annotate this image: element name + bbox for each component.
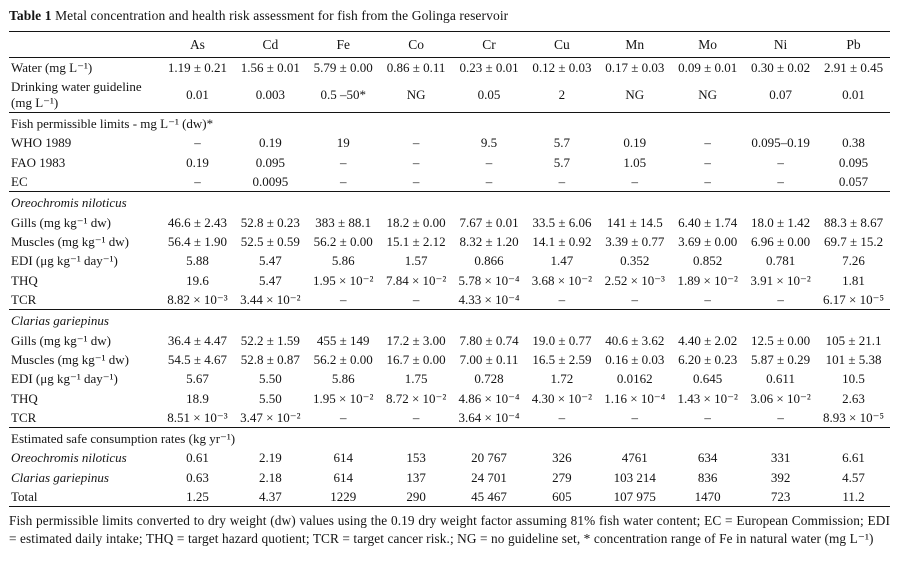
data-cell: 10.5 (842, 371, 865, 387)
data-cell: – (558, 409, 566, 425)
section-header-row (9, 192, 890, 213)
data-cell: 105 ± 21.1 (825, 332, 882, 348)
data-cell: – (412, 291, 420, 307)
table-row (9, 487, 890, 507)
data-cell: 8.72 × 10⁻² (385, 390, 447, 406)
table-number: Table 1 (9, 8, 52, 23)
data-cell: – (412, 409, 420, 425)
data-cell: 24 701 (471, 469, 507, 485)
table-caption-text: Metal concentration and health risk assessment for fish from the Golinga reservoir (55, 8, 509, 23)
data-cell: – (412, 135, 420, 151)
row-label: EDI (μg kg⁻¹ day⁻¹) (11, 253, 118, 269)
data-cell: 1.16 × 10⁻⁴ (604, 390, 666, 406)
data-cell: 0.352 (620, 253, 650, 269)
data-cell: 392 (770, 469, 791, 485)
data-cell: 4.40 ± 2.02 (678, 332, 738, 348)
row-label: WHO 1989 (11, 135, 72, 151)
data-cell: – (558, 291, 566, 307)
data-cell: 0.61 (186, 450, 209, 466)
row-label: FAO 1983 (11, 154, 66, 170)
data-cell: – (485, 154, 493, 170)
data-cell: 4.86 × 10⁻⁴ (458, 390, 520, 406)
data-cell: 1.56 ± 0.01 (240, 59, 300, 75)
data-cell: 7.00 ± 0.11 (459, 351, 519, 367)
data-cell: 634 (697, 450, 718, 466)
data-cell: 1229 (330, 489, 357, 505)
data-cell: 5.47 (258, 272, 282, 288)
data-cell: – (777, 291, 784, 307)
col-header-cu: Cu (525, 32, 598, 58)
data-cell: 8.51 × 10⁻³ (167, 409, 228, 425)
data-cell: 2.63 (842, 390, 865, 406)
table-row (9, 153, 890, 172)
data-cell: 383 ± 88.1 (315, 214, 372, 230)
data-cell: 52.8 ± 0.23 (240, 214, 300, 230)
row-label: THQ (11, 390, 38, 406)
data-cell: 614 (333, 469, 353, 485)
data-cell: 153 (406, 450, 426, 466)
data-cell: 141 ± 14.5 (606, 214, 663, 230)
data-cell: – (194, 173, 201, 189)
table-row (9, 331, 890, 350)
data-cell: 5.86 (331, 253, 355, 269)
data-cell: 9.5 (480, 135, 498, 151)
data-cell: 5.86 (331, 371, 355, 387)
data-cell: 0.5 –50* (320, 86, 366, 102)
data-cell: 20 767 (471, 450, 507, 466)
data-cell: – (704, 135, 711, 151)
table-row (9, 350, 890, 369)
header-row (9, 32, 890, 58)
col-header-co: Co (380, 32, 453, 58)
data-cell: 36.4 ± 4.47 (167, 332, 228, 348)
table-row (9, 290, 890, 310)
row-label-header (9, 32, 161, 58)
data-cell: 0.003 (255, 86, 285, 102)
table-row (9, 369, 890, 388)
table-row (9, 77, 890, 112)
col-header-mn: Mn (598, 32, 671, 58)
data-cell: 6.20 ± 0.23 (678, 351, 738, 367)
row-label: Oreochromis niloticus (11, 450, 127, 466)
data-cell: 5.50 (258, 390, 282, 406)
data-cell: 5.87 ± 0.29 (751, 351, 811, 367)
col-header-as: As (161, 32, 234, 58)
data-cell: 3.44 × 10⁻² (240, 291, 301, 307)
data-cell: 455 ± 149 (316, 332, 370, 348)
table-row (9, 408, 890, 428)
data-cell: – (339, 291, 347, 307)
data-cell: 19.6 (186, 272, 209, 288)
data-cell: – (194, 135, 201, 151)
data-cell: 1.72 (550, 371, 574, 387)
data-cell: 1470 (694, 489, 721, 505)
table-row (9, 213, 890, 232)
data-cell: 16.5 ± 2.59 (532, 351, 592, 367)
data-cell: 19.0 ± 0.77 (532, 332, 592, 348)
data-cell: 88.3 ± 8.67 (823, 214, 884, 230)
data-cell: – (704, 173, 711, 189)
data-cell: 8.93 × 10⁻⁵ (823, 409, 884, 425)
data-cell: 3.06 × 10⁻² (750, 390, 811, 406)
data-cell: – (558, 173, 566, 189)
data-cell: 0.05 (477, 86, 501, 102)
data-cell: 8.32 ± 1.20 (459, 233, 519, 249)
data-cell: 16.7 ± 0.00 (386, 351, 446, 367)
data-cell: 8.82 × 10⁻³ (167, 291, 228, 307)
data-cell: – (631, 291, 639, 307)
data-cell: 1.75 (404, 371, 428, 387)
data-cell: 5.67 (186, 371, 209, 387)
row-label: Gills (mg kg⁻¹ dw) (11, 214, 111, 230)
table-row (9, 448, 890, 467)
data-cell: 1.81 (842, 272, 865, 288)
row-label: Muscles (mg kg⁻¹ dw) (11, 233, 129, 249)
data-cell: 18.2 ± 0.00 (386, 214, 446, 230)
data-cell: 2.19 (258, 450, 282, 466)
footnote: Fish permissible limits converted to dry weight (dw) values using the 0.19 dry weight factor assuming 81% fish water content; EC = European Commission; EDI = estimated daily intake; THQ = target hazard quotient; TCR = target cancer risk.; NG = no guideline set, * concentration range of Fe in natural water (mg L⁻¹) (9, 513, 890, 547)
data-cell: 3.47 × 10⁻² (240, 409, 301, 425)
section-header-row (9, 428, 890, 449)
data-cell: – (704, 409, 711, 425)
data-cell: 14.1 ± 0.92 (532, 233, 592, 249)
data-cell: 6.40 ± 1.74 (678, 214, 738, 230)
data-cell: 45 467 (471, 489, 507, 505)
data-cell: 103 214 (613, 469, 656, 485)
data-cell: 1.95 × 10⁻² (313, 272, 374, 288)
data-cell: NG (625, 86, 645, 102)
data-cell: 5.7 (553, 135, 571, 151)
data-cell: 0.645 (693, 371, 723, 387)
data-cell: 18.9 (186, 390, 209, 406)
data-cell: 3.91 × 10⁻² (750, 272, 811, 288)
data-cell: – (704, 291, 711, 307)
data-cell: 7.26 (842, 253, 865, 269)
data-cell: 0.095 (838, 154, 869, 170)
data-cell: 0.781 (765, 253, 796, 269)
data-cell: 33.5 ± 6.06 (532, 214, 592, 230)
table-caption (9, 8, 890, 24)
data-cell: 5.7 (553, 154, 571, 170)
data-cell: 5.50 (258, 371, 282, 387)
data-cell: 4.33 × 10⁻⁴ (458, 291, 520, 307)
table-row (9, 271, 890, 290)
data-cell: 1.89 × 10⁻² (677, 272, 738, 288)
data-cell: 3.64 × 10⁻⁴ (458, 409, 520, 425)
table-row (9, 172, 890, 192)
data-cell: 2.52 × 10⁻³ (604, 272, 665, 288)
data-cell: 6.17 × 10⁻⁵ (823, 291, 884, 307)
data-cell: 107 975 (613, 489, 656, 505)
data-cell: – (412, 173, 420, 189)
data-cell: 12.5 ± 0.00 (751, 332, 811, 348)
data-cell: 0.01 (186, 86, 209, 102)
data-cell: 0.19 (623, 135, 647, 151)
data-cell: 4761 (621, 450, 648, 466)
data-cell: 7.84 × 10⁻² (385, 272, 447, 288)
data-cell: 3.39 ± 0.77 (605, 233, 665, 249)
data-cell: 11.2 (842, 489, 865, 505)
data-cell: 56.2 ± 0.00 (313, 233, 373, 249)
col-header-cd: Cd (234, 32, 307, 58)
row-label: Clarias gariepinus (11, 469, 109, 485)
data-cell: 56.4 ± 1.90 (167, 233, 228, 249)
data-cell: 4.37 (258, 489, 282, 505)
data-cell: 5.88 (186, 253, 209, 269)
data-cell: 0.07 (769, 86, 792, 102)
data-cell: 0.12 ± 0.03 (532, 59, 592, 75)
data-cell: 0.852 (693, 253, 723, 269)
data-cell: 723 (770, 489, 791, 505)
data-cell: 4.57 (842, 469, 865, 485)
data-cell: – (631, 409, 639, 425)
data-cell: 1.25 (186, 489, 209, 505)
data-cell: 2.18 (258, 469, 282, 485)
data-cell: 3.69 ± 0.00 (678, 233, 738, 249)
table-row (9, 57, 890, 77)
data-cell: 0.0095 (252, 173, 289, 189)
data-cell: 836 (697, 469, 718, 485)
table-row (9, 468, 890, 487)
table-body (9, 57, 890, 507)
data-cell: 18.0 ± 1.42 (751, 214, 811, 230)
col-header-cr: Cr (453, 32, 526, 58)
data-cell: 137 (406, 469, 426, 485)
section-header-row (9, 112, 890, 133)
data-cell: – (412, 154, 420, 170)
data-cell: 279 (552, 469, 572, 485)
data-cell: 290 (406, 489, 426, 505)
data-cell: 19 (336, 135, 350, 151)
data-cell: 5.79 ± 0.00 (313, 59, 373, 75)
data-cell: 0.0162 (616, 371, 653, 387)
data-cell: – (631, 173, 639, 189)
col-header-mo: Mo (671, 32, 744, 58)
data-cell: – (777, 154, 784, 170)
data-cell: 1.95 × 10⁻² (313, 390, 374, 406)
data-cell: 52.2 ± 1.59 (240, 332, 300, 348)
data-cell: – (339, 154, 347, 170)
row-label: Total (11, 489, 38, 505)
data-cell: – (704, 154, 711, 170)
data-cell: – (339, 173, 347, 189)
data-cell: – (777, 409, 784, 425)
data-cell: – (485, 173, 493, 189)
data-cell: 326 (552, 450, 572, 466)
data-cell: – (339, 409, 347, 425)
data-cell: 52.8 ± 0.87 (240, 351, 300, 367)
data-cell: 0.23 ± 0.01 (459, 59, 519, 75)
row-label: THQ (11, 272, 38, 288)
data-cell: 0.095 (255, 154, 285, 170)
data-cell: 0.86 ± 0.11 (386, 59, 446, 75)
data-cell: 1.43 × 10⁻² (677, 390, 738, 406)
data-table (9, 31, 890, 507)
data-cell: 0.728 (474, 371, 504, 387)
data-cell: 54.5 ± 4.67 (167, 351, 228, 367)
data-cell: 7.80 ± 0.74 (459, 332, 519, 348)
table-row (9, 251, 890, 270)
data-cell: 15.1 ± 2.12 (386, 233, 446, 249)
section-header: Oreochromis niloticus (9, 192, 890, 213)
data-cell: 5.78 × 10⁻⁴ (458, 272, 520, 288)
row-label: Gills (mg kg⁻¹ dw) (11, 332, 111, 348)
row-label: TCR (11, 409, 37, 425)
data-cell: 0.611 (766, 371, 795, 387)
data-cell: – (777, 173, 784, 189)
data-cell: 17.2 ± 3.00 (386, 332, 446, 348)
data-cell: 0.19 (186, 154, 209, 170)
data-cell: 1.57 (404, 253, 428, 269)
row-label: Drinking water guideline (mg L⁻¹) (11, 79, 142, 110)
data-cell: 1.05 (623, 154, 647, 170)
col-header-pb: Pb (817, 32, 890, 58)
data-cell: 6.96 ± 0.00 (751, 233, 811, 249)
section-header-row (9, 310, 890, 331)
data-cell: 0.30 ± 0.02 (751, 59, 811, 75)
data-cell: 46.6 ± 2.43 (167, 214, 228, 230)
data-cell: 0.17 ± 0.03 (605, 59, 665, 75)
col-header-ni: Ni (744, 32, 817, 58)
data-cell: 52.5 ± 0.59 (240, 233, 300, 249)
table-row (9, 232, 890, 251)
data-cell: 3.68 × 10⁻² (531, 272, 593, 288)
data-cell: 69.7 ± 15.2 (823, 233, 884, 249)
data-cell: 5.47 (258, 253, 282, 269)
row-label: EC (11, 173, 28, 189)
data-cell: 2 (558, 86, 566, 102)
table-row (9, 133, 890, 152)
row-label: TCR (11, 291, 37, 307)
data-cell: 101 ± 5.38 (825, 351, 882, 367)
data-cell: 2.91 ± 0.45 (823, 59, 884, 75)
data-cell: 40.6 ± 3.62 (605, 332, 665, 348)
data-cell: NG (698, 86, 718, 102)
data-cell: 331 (770, 450, 791, 466)
row-label: Water (mg L⁻¹) (11, 59, 93, 75)
table-row (9, 389, 890, 408)
data-cell: 0.63 (186, 469, 209, 485)
section-header: Fish permissible limits - mg L⁻¹ (dw)* (9, 112, 890, 133)
data-cell: NG (406, 86, 426, 102)
data-cell: 0.16 ± 0.03 (605, 351, 665, 367)
row-label: EDI (μg kg⁻¹ day⁻¹) (11, 371, 118, 387)
section-header: Clarias gariepinus (9, 310, 890, 331)
data-cell: 0.057 (838, 173, 869, 189)
data-cell: 614 (333, 450, 353, 466)
data-cell: 1.19 ± 0.21 (167, 59, 228, 75)
section-header: Estimated safe consumption rates (kg yr⁻¹) (9, 428, 890, 449)
data-cell: 0.866 (474, 253, 504, 269)
data-cell: 605 (552, 489, 572, 505)
data-cell: 7.67 ± 0.01 (459, 214, 519, 230)
data-cell: 0.095–0.19 (751, 135, 810, 151)
col-header-fe: Fe (307, 32, 380, 58)
data-cell: 6.61 (842, 450, 865, 466)
data-cell: 0.19 (258, 135, 282, 151)
data-cell: 0.09 ± 0.01 (678, 59, 738, 75)
row-label: Muscles (mg kg⁻¹ dw) (11, 351, 129, 367)
data-cell: 0.01 (842, 86, 865, 102)
data-cell: 0.38 (842, 135, 865, 151)
data-cell: 1.47 (550, 253, 574, 269)
data-cell: 56.2 ± 0.00 (313, 351, 373, 367)
data-cell: 4.30 × 10⁻² (531, 390, 593, 406)
